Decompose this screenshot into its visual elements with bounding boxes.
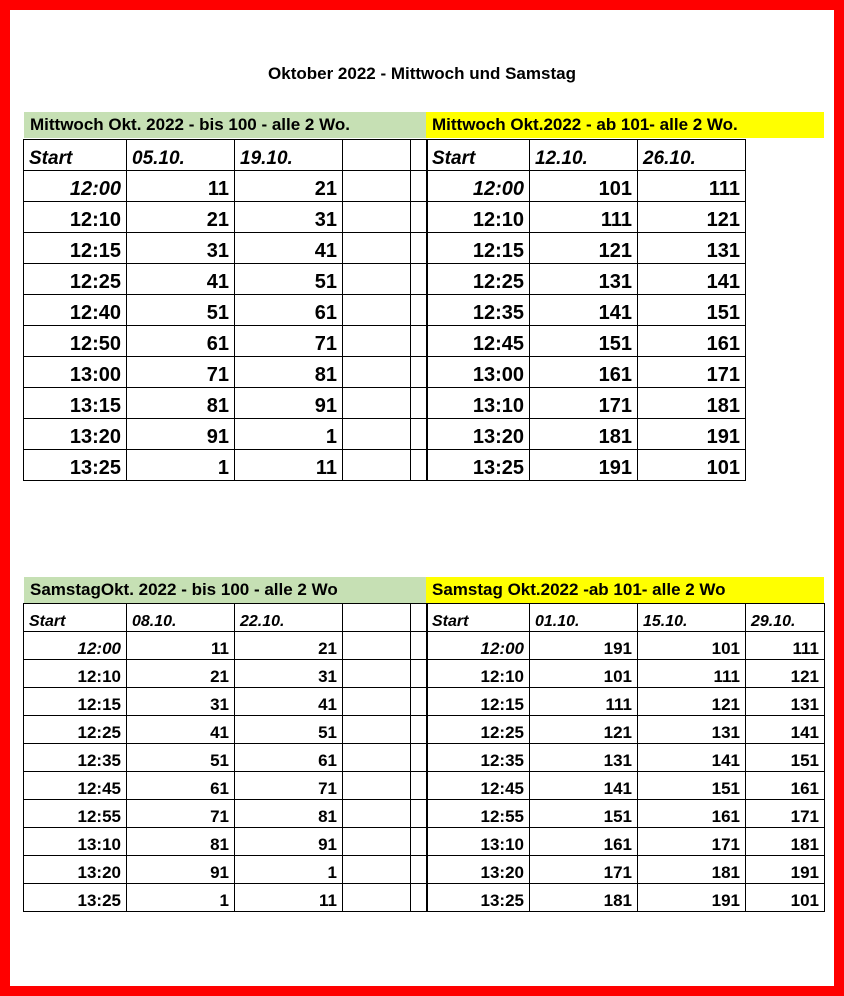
start-time-cell: 13:15 <box>24 388 127 419</box>
number-cell: 81 <box>235 357 343 388</box>
number-cell: 101 <box>638 450 746 481</box>
number-cell: 41 <box>235 233 343 264</box>
number-cell: 31 <box>235 660 343 688</box>
number-cell: 141 <box>638 744 746 772</box>
table-row <box>24 450 428 481</box>
number-cell: 91 <box>127 419 235 450</box>
table-row <box>427 450 746 481</box>
number-cell: 151 <box>746 744 825 772</box>
spacer-cell <box>411 604 428 632</box>
start-time-cell: 12:10 <box>427 202 530 233</box>
number-cell: 71 <box>235 326 343 357</box>
empty-cell <box>343 856 411 884</box>
number-cell: 121 <box>530 233 638 264</box>
empty-cell <box>343 264 411 295</box>
number-cell: 41 <box>127 264 235 295</box>
empty-cell <box>343 233 411 264</box>
table-row <box>24 202 428 233</box>
table-row <box>427 202 746 233</box>
spacer-cell <box>411 264 428 295</box>
column-header <box>343 604 411 632</box>
spacer-cell <box>411 171 428 202</box>
number-cell: 131 <box>530 744 638 772</box>
spacer-cell <box>411 772 428 800</box>
table-row <box>427 800 825 828</box>
start-time-cell: 13:25 <box>24 450 127 481</box>
column-header: 12.10. <box>530 140 638 171</box>
start-time-cell: 12:00 <box>427 632 530 660</box>
table-row <box>24 295 428 326</box>
spacer-cell <box>411 295 428 326</box>
number-cell: 101 <box>638 632 746 660</box>
start-time-cell: 12:10 <box>24 660 127 688</box>
spacer-cell <box>411 856 428 884</box>
empty-cell <box>343 660 411 688</box>
start-time-cell: 12:00 <box>427 171 530 202</box>
table-row <box>427 357 746 388</box>
number-cell: 1 <box>127 884 235 912</box>
number-cell: 81 <box>127 388 235 419</box>
number-cell: 141 <box>746 716 825 744</box>
table-header-row <box>427 140 746 171</box>
start-time-cell: 12:45 <box>427 326 530 357</box>
column-header: 01.10. <box>530 604 638 632</box>
start-time-cell: 12:00 <box>24 632 127 660</box>
number-cell: 1 <box>235 419 343 450</box>
table-row <box>427 716 825 744</box>
number-cell: 1 <box>127 450 235 481</box>
number-cell: 1 <box>235 856 343 884</box>
start-time-cell: 12:45 <box>427 772 530 800</box>
table-row <box>427 632 825 660</box>
number-cell: 71 <box>127 800 235 828</box>
number-cell: 21 <box>127 202 235 233</box>
start-time-cell: 12:55 <box>427 800 530 828</box>
spacer-cell <box>411 326 428 357</box>
spacer-cell <box>411 140 428 171</box>
column-header: 15.10. <box>638 604 746 632</box>
number-cell: 81 <box>127 828 235 856</box>
spacer-cell <box>411 660 428 688</box>
number-cell: 181 <box>530 419 638 450</box>
spacer-cell <box>411 800 428 828</box>
number-cell: 11 <box>235 884 343 912</box>
number-cell: 121 <box>746 660 825 688</box>
number-cell: 121 <box>638 688 746 716</box>
table-row <box>24 632 428 660</box>
number-cell: 171 <box>530 388 638 419</box>
start-time-cell: 12:10 <box>427 660 530 688</box>
number-cell: 41 <box>235 688 343 716</box>
number-cell: 191 <box>638 884 746 912</box>
start-time-cell: 12:15 <box>427 688 530 716</box>
start-time-cell: 12:15 <box>427 233 530 264</box>
table-row <box>24 772 428 800</box>
start-time-cell: 13:20 <box>427 419 530 450</box>
start-time-cell: 12:25 <box>427 264 530 295</box>
empty-cell <box>343 357 411 388</box>
spacer-cell <box>411 632 428 660</box>
number-cell: 131 <box>638 233 746 264</box>
column-header: 08.10. <box>127 604 235 632</box>
column-header: Start <box>427 604 530 632</box>
table-row <box>427 828 825 856</box>
empty-cell <box>343 632 411 660</box>
empty-cell <box>343 326 411 357</box>
number-cell: 191 <box>530 450 638 481</box>
number-cell: 161 <box>746 772 825 800</box>
table-row <box>24 800 428 828</box>
number-cell: 181 <box>638 388 746 419</box>
page-title: Oktober 2022 - Mittwoch und Samstag <box>268 64 576 83</box>
table-header-row <box>24 604 428 632</box>
column-header: 05.10. <box>127 140 235 171</box>
number-cell: 31 <box>127 233 235 264</box>
start-time-cell: 12:25 <box>427 716 530 744</box>
wednesday-right-table <box>426 139 746 481</box>
number-cell: 171 <box>746 800 825 828</box>
number-cell: 61 <box>235 295 343 326</box>
number-cell: 131 <box>746 688 825 716</box>
start-time-cell: 13:25 <box>24 884 127 912</box>
number-cell: 161 <box>530 357 638 388</box>
number-cell: 151 <box>638 772 746 800</box>
table-row <box>24 326 428 357</box>
table-row <box>427 233 746 264</box>
empty-cell <box>343 171 411 202</box>
spacer-cell <box>411 388 428 419</box>
start-time-cell: 12:15 <box>24 233 127 264</box>
number-cell: 61 <box>127 326 235 357</box>
column-header: 19.10. <box>235 140 343 171</box>
number-cell: 81 <box>235 800 343 828</box>
number-cell: 161 <box>638 800 746 828</box>
number-cell: 151 <box>530 326 638 357</box>
table-row <box>24 660 428 688</box>
table-row <box>24 744 428 772</box>
table-header-row <box>24 140 428 171</box>
number-cell: 171 <box>638 357 746 388</box>
number-cell: 131 <box>638 716 746 744</box>
spacer-cell <box>411 419 428 450</box>
empty-cell <box>343 828 411 856</box>
table-row <box>427 884 825 912</box>
start-time-cell: 13:00 <box>427 357 530 388</box>
number-cell: 121 <box>530 716 638 744</box>
empty-cell <box>343 388 411 419</box>
table-row <box>24 716 428 744</box>
number-cell: 21 <box>235 632 343 660</box>
number-cell: 71 <box>127 357 235 388</box>
number-cell: 141 <box>530 772 638 800</box>
spacer-cell <box>411 884 428 912</box>
empty-cell <box>343 716 411 744</box>
column-header: Start <box>24 140 127 171</box>
column-header: Start <box>24 604 127 632</box>
table-row <box>427 264 746 295</box>
number-cell: 151 <box>638 295 746 326</box>
spacer-cell <box>411 450 428 481</box>
empty-cell <box>343 450 411 481</box>
number-cell: 71 <box>235 772 343 800</box>
empty-cell <box>343 744 411 772</box>
start-time-cell: 12:40 <box>24 295 127 326</box>
number-cell: 121 <box>638 202 746 233</box>
start-time-cell: 12:15 <box>24 688 127 716</box>
number-cell: 41 <box>127 716 235 744</box>
number-cell: 61 <box>127 772 235 800</box>
number-cell: 191 <box>638 419 746 450</box>
number-cell: 31 <box>127 688 235 716</box>
number-cell: 181 <box>530 884 638 912</box>
table-row <box>427 856 825 884</box>
start-time-cell: 13:20 <box>24 419 127 450</box>
number-cell: 11 <box>127 632 235 660</box>
start-time-cell: 13:10 <box>427 388 530 419</box>
table-row <box>427 688 825 716</box>
wednesday-right-header: Mittwoch Okt.2022 - ab 101- alle 2 Wo. <box>426 112 824 138</box>
start-time-cell: 12:25 <box>24 264 127 295</box>
column-header: Start <box>427 140 530 171</box>
table-row <box>24 856 428 884</box>
number-cell: 51 <box>127 744 235 772</box>
table-row <box>24 884 428 912</box>
start-time-cell: 12:25 <box>24 716 127 744</box>
number-cell: 91 <box>235 388 343 419</box>
number-cell: 31 <box>235 202 343 233</box>
spacer-cell <box>411 202 428 233</box>
saturday-right-table <box>426 603 825 912</box>
table-row <box>24 264 428 295</box>
number-cell: 111 <box>638 171 746 202</box>
number-cell: 181 <box>638 856 746 884</box>
table-row <box>427 326 746 357</box>
column-header <box>343 140 411 171</box>
number-cell: 91 <box>235 828 343 856</box>
spacer-cell <box>411 828 428 856</box>
number-cell: 161 <box>530 828 638 856</box>
empty-cell <box>343 772 411 800</box>
number-cell: 101 <box>530 171 638 202</box>
number-cell: 51 <box>235 716 343 744</box>
number-cell: 141 <box>638 264 746 295</box>
wednesday-left-header: Mittwoch Okt. 2022 - bis 100 - alle 2 Wo. <box>24 112 426 138</box>
table-row <box>24 419 428 450</box>
number-cell: 111 <box>530 202 638 233</box>
number-cell: 131 <box>530 264 638 295</box>
number-cell: 11 <box>235 450 343 481</box>
number-cell: 101 <box>530 660 638 688</box>
start-time-cell: 13:00 <box>24 357 127 388</box>
start-time-cell: 13:25 <box>427 884 530 912</box>
number-cell: 21 <box>235 171 343 202</box>
number-cell: 51 <box>127 295 235 326</box>
number-cell: 111 <box>638 660 746 688</box>
table-row <box>24 688 428 716</box>
empty-cell <box>343 202 411 233</box>
empty-cell <box>343 295 411 326</box>
start-time-cell: 12:35 <box>427 744 530 772</box>
start-time-cell: 12:50 <box>24 326 127 357</box>
start-time-cell: 12:35 <box>427 295 530 326</box>
empty-cell <box>343 419 411 450</box>
table-row <box>24 171 428 202</box>
wednesday-left-table <box>23 139 428 481</box>
spacer-cell <box>411 744 428 772</box>
table-header-row <box>427 604 825 632</box>
number-cell: 51 <box>235 264 343 295</box>
table-row <box>24 357 428 388</box>
spacer-cell <box>411 357 428 388</box>
column-header: 26.10. <box>638 140 746 171</box>
table-row <box>427 419 746 450</box>
saturday-left-table <box>23 603 428 912</box>
number-cell: 181 <box>746 828 825 856</box>
start-time-cell: 13:20 <box>24 856 127 884</box>
table-row <box>24 388 428 419</box>
number-cell: 91 <box>127 856 235 884</box>
start-time-cell: 13:25 <box>427 450 530 481</box>
number-cell: 11 <box>127 171 235 202</box>
empty-cell <box>343 884 411 912</box>
empty-cell <box>343 688 411 716</box>
number-cell: 61 <box>235 744 343 772</box>
number-cell: 21 <box>127 660 235 688</box>
spacer-cell <box>411 233 428 264</box>
number-cell: 111 <box>746 632 825 660</box>
table-row <box>427 388 746 419</box>
start-time-cell: 12:10 <box>24 202 127 233</box>
table-row <box>427 660 825 688</box>
saturday-left-header: SamstagOkt. 2022 - bis 100 - alle 2 Wo <box>24 577 426 603</box>
number-cell: 191 <box>746 856 825 884</box>
start-time-cell: 12:35 <box>24 744 127 772</box>
start-time-cell: 13:20 <box>427 856 530 884</box>
number-cell: 191 <box>530 632 638 660</box>
start-time-cell: 13:10 <box>24 828 127 856</box>
empty-cell <box>343 800 411 828</box>
start-time-cell: 13:10 <box>427 828 530 856</box>
column-header: 29.10. <box>746 604 825 632</box>
saturday-right-header: Samstag Okt.2022 -ab 101- alle 2 Wo <box>426 577 824 603</box>
number-cell: 161 <box>638 326 746 357</box>
number-cell: 171 <box>530 856 638 884</box>
table-row <box>24 233 428 264</box>
start-time-cell: 12:00 <box>24 171 127 202</box>
table-row <box>427 744 825 772</box>
start-time-cell: 12:45 <box>24 772 127 800</box>
number-cell: 111 <box>530 688 638 716</box>
column-header: 22.10. <box>235 604 343 632</box>
table-row <box>427 295 746 326</box>
number-cell: 151 <box>530 800 638 828</box>
table-row <box>24 828 428 856</box>
table-row <box>427 772 825 800</box>
spacer-cell <box>411 716 428 744</box>
spacer-cell <box>411 688 428 716</box>
number-cell: 101 <box>746 884 825 912</box>
start-time-cell: 12:55 <box>24 800 127 828</box>
table-row <box>427 171 746 202</box>
number-cell: 171 <box>638 828 746 856</box>
number-cell: 141 <box>530 295 638 326</box>
